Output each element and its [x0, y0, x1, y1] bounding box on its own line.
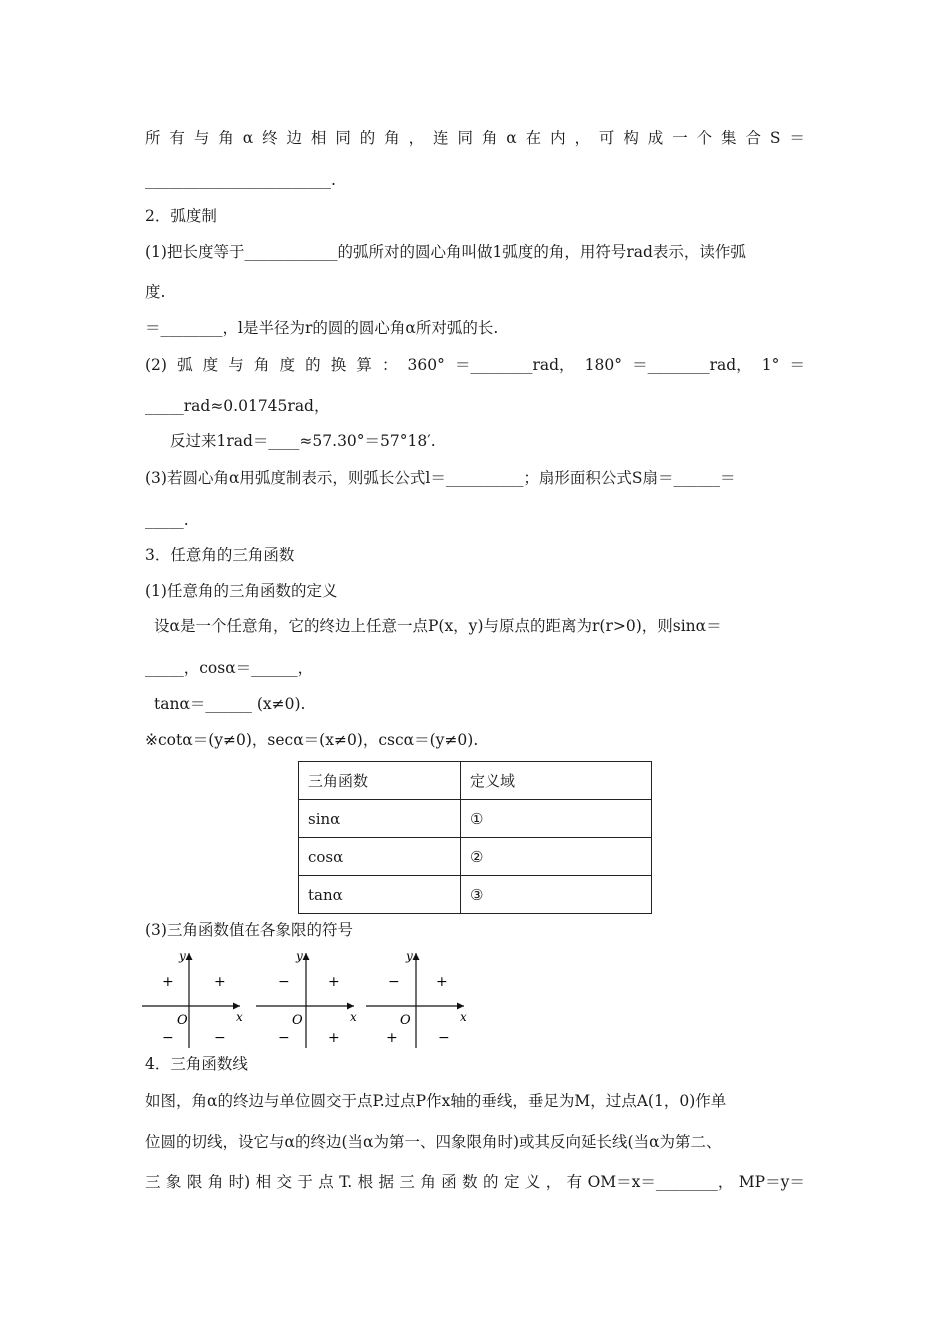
table-header-row	[299, 762, 652, 800]
domain-table	[298, 761, 652, 914]
text-segment: OM＝x＝________，	[587, 1173, 734, 1191]
text-segment: 三	[399, 1173, 415, 1191]
text-segment: 1°	[761, 356, 780, 374]
y-axis-label: y	[179, 950, 186, 963]
table-cell: ①	[461, 800, 652, 838]
table-row	[299, 876, 652, 914]
text-segment: 成	[647, 129, 664, 147]
quadrant-sign: +	[386, 1030, 398, 1046]
table-cell: tanα	[299, 876, 461, 914]
y-axis-label: y	[406, 950, 413, 963]
text-segment: ＝________rad，	[632, 356, 752, 374]
x-axis-label: x	[460, 1010, 467, 1024]
conversion-reverse-line: 反过来1rad＝____≈57.30°＝57°18′.	[170, 432, 436, 450]
quadrant-sign: +	[436, 974, 448, 990]
text-segment: 集	[721, 129, 737, 147]
text-segment: 相	[310, 129, 327, 147]
text-segment: 交	[276, 1173, 292, 1191]
text-segment: 有	[169, 129, 185, 147]
y-axis-label: y	[296, 950, 303, 963]
text-segment: 于	[297, 1173, 313, 1191]
trig-definition-line: 设α是一个任意角，它的终边上任意一点P(x，y)与原点的距离为r(r>0)，则sinα＝	[154, 617, 722, 635]
text-segment: 数	[462, 1173, 478, 1191]
section-4-title: 4．三角函数线	[145, 1055, 248, 1073]
table-cell: ③	[461, 876, 652, 914]
section-2-title: 2．弧度制	[145, 207, 217, 225]
text-segment: 角	[253, 356, 270, 374]
text-segment: ，	[545, 1173, 562, 1191]
table-cell: ②	[461, 838, 652, 876]
set-blank-line: ________________________.	[145, 171, 336, 189]
text-segment: 象	[165, 1173, 182, 1191]
text-segment: 算	[356, 356, 372, 374]
quadrant-sign: −	[438, 1030, 450, 1046]
text-segment: 时)	[228, 1173, 251, 1191]
origin-label: O	[400, 1013, 411, 1028]
text-segment: 相	[255, 1173, 272, 1191]
origin-label: O	[177, 1013, 188, 1028]
text-segment: 角	[207, 1173, 224, 1191]
text-segment: α	[242, 129, 254, 147]
section-3-title: 3．任意角的三角函数	[145, 546, 295, 564]
text-segment: 度	[279, 356, 296, 374]
quadrant-sign: +	[214, 974, 226, 990]
text-segment: 可	[598, 129, 615, 147]
trig-line-text-2: 位圆的切线，设它与α的终边(当α为第一、四象限角时)或其反向延长线(当α为第二、	[145, 1133, 722, 1151]
text-segment: 在	[525, 129, 542, 147]
text-segment: 据	[378, 1173, 395, 1191]
text-segment: 内	[550, 129, 566, 147]
x-axis-label: x	[236, 1010, 243, 1024]
text-segment: 与	[228, 356, 244, 374]
text-segment: ＝	[789, 356, 805, 374]
arc-formula-line: (3)若圆心角α用弧度制表示，则弧长公式l＝__________；扇形面积公式S扇＝______＝	[145, 469, 736, 487]
quadrant-sign: +	[162, 974, 174, 990]
text-segment: ：	[381, 356, 398, 374]
table-row	[299, 838, 652, 876]
text-segment: (2)	[145, 356, 167, 374]
text-segment: 合	[745, 129, 761, 147]
cos-quadrant-diagram	[256, 950, 361, 1048]
text-segment: 角	[420, 1173, 436, 1191]
text-segment: 义	[524, 1173, 541, 1191]
text-segment: 弧	[177, 356, 193, 374]
trig-line-text-3	[145, 1172, 805, 1192]
text-segment: 函	[441, 1173, 457, 1191]
text-segment: 角	[384, 129, 400, 147]
quadrant-signs-title: (3)三角函数值在各象限的符号	[145, 921, 353, 939]
text-segment: 构	[623, 129, 639, 147]
quadrant-sign: −	[278, 1030, 290, 1046]
reciprocal-note: ※cotα＝(y≠0)，secα＝(x≠0)，cscα＝(y≠0).	[145, 731, 479, 749]
text-segment: 边	[286, 129, 302, 147]
text-segment: 三	[145, 1173, 161, 1191]
table-cell: sinα	[299, 800, 461, 838]
conversion-line	[145, 355, 805, 375]
conversion-line-cont: _____rad≈0.01745rad，	[145, 397, 330, 415]
text-segment: α	[506, 129, 517, 147]
text-segment: 的	[305, 356, 321, 374]
text-segment: 终	[262, 129, 278, 147]
radian-definition-cont: 度.	[145, 283, 166, 301]
quadrant-sign: +	[328, 1030, 340, 1046]
text-segment: S	[769, 129, 781, 147]
set-definition-line	[145, 128, 805, 148]
quadrant-sign: +	[328, 974, 340, 990]
arc-formula-cont: _____.	[145, 511, 189, 529]
text-segment: ＝________rad，	[454, 356, 575, 374]
text-segment: T.	[339, 1173, 353, 1191]
quadrant-sign: −	[162, 1030, 174, 1046]
text-segment: 连	[433, 129, 449, 147]
text-segment: 有	[566, 1173, 583, 1191]
text-segment: 限	[186, 1173, 203, 1191]
origin-label: O	[292, 1013, 303, 1028]
table-header: 三角函数	[299, 762, 461, 800]
text-segment: 同	[457, 129, 473, 147]
text-segment: ＝	[789, 129, 805, 147]
text-segment: ，	[408, 129, 425, 147]
tan-definition-line: tanα＝______ (x≠0).	[154, 695, 306, 713]
text-segment: 的	[359, 129, 376, 147]
text-segment: 180°	[584, 356, 622, 374]
text-segment: 角	[218, 129, 234, 147]
trig-line-text-1: 如图，角α的终边与单位圆交于点P.过点P作x轴的垂线，垂足为M，过点A(1，0)作单	[145, 1092, 727, 1110]
text-segment: 度	[202, 356, 219, 374]
text-segment: 所	[145, 129, 161, 147]
text-segment: 一	[672, 129, 688, 147]
quadrant-sign: −	[388, 974, 400, 990]
quadrant-sign: −	[278, 974, 290, 990]
text-segment: 根	[357, 1173, 374, 1191]
radian-definition-line: (1)把长度等于____________的弧所对的圆心角叫做1弧度的角，用符号rad表示，读作弧	[145, 243, 746, 261]
table-header: 定义域	[461, 762, 652, 800]
text-segment: 的	[483, 1173, 499, 1191]
tan-quadrant-diagram	[366, 950, 471, 1048]
text-segment: 360°	[407, 356, 445, 374]
trig-definition-cont: _____，cosα＝______，	[145, 659, 314, 677]
text-segment: 换	[330, 356, 347, 374]
x-axis-label: x	[350, 1010, 357, 1024]
text-segment: MP＝y＝	[738, 1173, 805, 1191]
table-cell: cosα	[299, 838, 461, 876]
text-segment: 点	[318, 1173, 334, 1191]
quadrant-sign: −	[214, 1030, 226, 1046]
radian-formula-line: ＝________，l是半径为r的圆的圆心角α所对弧的长.	[145, 319, 499, 337]
sin-quadrant-diagram	[142, 950, 247, 1048]
text-segment: 个	[696, 129, 713, 147]
text-segment: 角	[481, 129, 498, 147]
text-segment: 定	[503, 1173, 520, 1191]
table-row	[299, 800, 652, 838]
subsection-definition-title: (1)任意角的三角函数的定义	[145, 582, 338, 600]
text-segment: 与	[193, 129, 210, 147]
text-segment: ，	[574, 129, 591, 147]
text-segment: 同	[335, 129, 351, 147]
